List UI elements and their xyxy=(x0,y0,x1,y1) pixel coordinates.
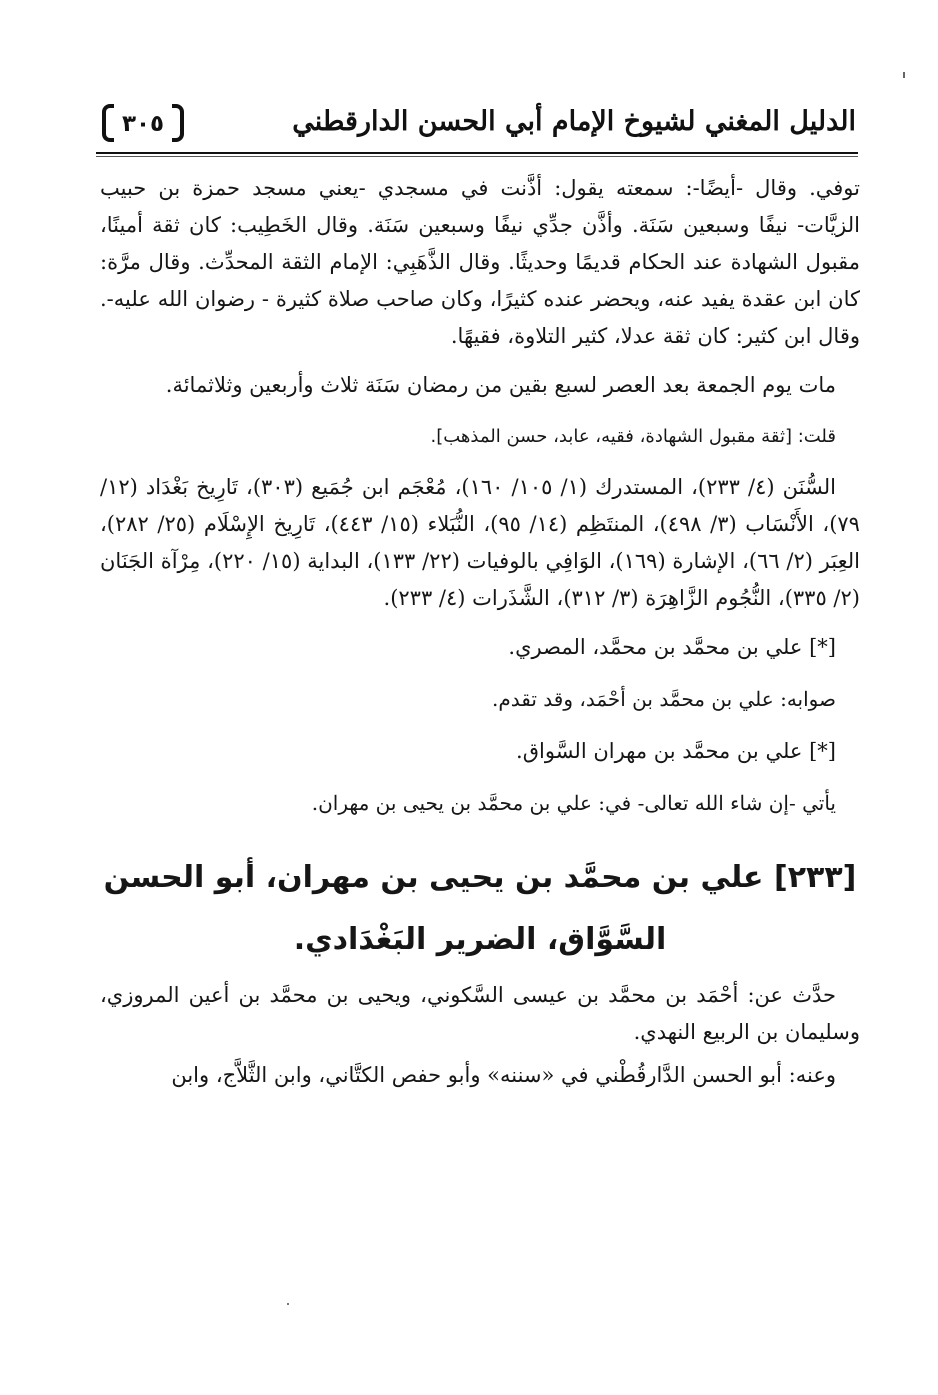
scan-speck xyxy=(903,72,905,78)
paragraph-verdict: قلت: [ثقة مقبول الشهادة، فقيه، عابد، حسن المذهب]. xyxy=(430,426,836,447)
page-body xyxy=(100,170,860,1094)
left-bracket-ornament xyxy=(102,104,114,142)
paragraph-students: وعنه: أبو الحسن الدَّارقُطْني في «سننه» وأبو حفص الكتَّاني، وابن الثَّلاَّج، وابن xyxy=(171,1063,836,1087)
right-bracket-ornament xyxy=(172,104,184,142)
paragraph-teachers: حدَّث عن: أحْمَد بن محمَّد بن عيسى السَّكوني، ويحيى بن محمَّد بن أعين المروزي، وسليمان بن الربيع النهدي. xyxy=(100,983,860,1044)
running-title: الدليل المغني لشيوخ الإمام أبي الحسن الدارقطني xyxy=(292,106,856,137)
header-rule-thin xyxy=(96,156,858,157)
cross-reference-entry: [*] علي بن محمَّد بن محمَّد، المصري. xyxy=(508,635,836,659)
cross-reference-entry: [*] علي بن محمَّد بن مهران السَّواق. xyxy=(516,739,836,763)
paragraph-sources: السُّنَن (٤/ ٢٣٣)، المستدرك (١/ ١٠٥/ ١٦٠)، مُعْجَم ابن جُمَيع (٣٠٣)، تَارِيخ بَغْدَاد (١٢/ ٧٩)، الأَنْسَاب (٣/ ٤٩٨)، المنتَظِم (١٤/ ٩٥)، النُّبَلاء (١٥/ ٤٤٣)، تَارِيخ الإِسْلَام (٢٥/ ٢٨٢)، العِبَر (٢/ ٦٦)، الإشارة (١٦٩)، الوَافِي بالوفيات (٢٢/ ١٣٣)، البداية (١٥/ ٢٢٠)، مِرْآة الجَنَان (٢/ ٣٣٥)، النُّجُوم الزَّاهِرَة (٣/ ٣١٢)، الشَّذَرات (٤/ ٢٣٣). xyxy=(100,475,860,610)
paragraph-biography: توفي. وقال -أيضًا-: سمعته يقول: أذَّنت في مسجدي -يعني مسجد حمزة بن حبيب الزيَّات- نيفًا وسبعين سَنَة. وأذَّن جدِّي نيفًا وسبعين سَنَة. وقال الخَطِيب: كان ثقة أمينًا، مقبول الشهادة عند الحكام قديمًا وحديثًا. وقال الذَّهَبِي: الإمام الثقة المحدِّث. وقال مرَّة: كان ابن عقدة يفيد عنه، ويحضر عنده كثيرًا، وكان صاحب صلاة كثيرة - رضوان الله عليه-. وقال ابن كثير: كان ثقة عدلا، كثير التلاوة، فقيهًا. xyxy=(100,176,860,348)
page-number: ٣٠٥ xyxy=(121,111,165,137)
page-header xyxy=(96,96,856,160)
entry-heading: [٢٣٣] علي بن محمَّد بن يحيى بن مهران، أبو الحسن السَّوَّاق، الضرير البَغْدَادي. xyxy=(103,860,857,957)
page-number-frame xyxy=(102,104,184,144)
scan-speck xyxy=(287,1303,289,1305)
paragraph-death: مات يوم الجمعة بعد العصر لسبع بقين من رمضان سَنَة ثلاث وأربعين وثلاثمائة. xyxy=(165,373,836,397)
cross-reference-note: يأتي -إن شاء الله تعالى- في: علي بن محمَّد بن يحيى بن مهران. xyxy=(311,791,836,815)
header-rule xyxy=(96,152,858,154)
cross-reference-note: صوابه: علي بن محمَّد بن أحْمَد، وقد تقدم. xyxy=(492,687,836,711)
